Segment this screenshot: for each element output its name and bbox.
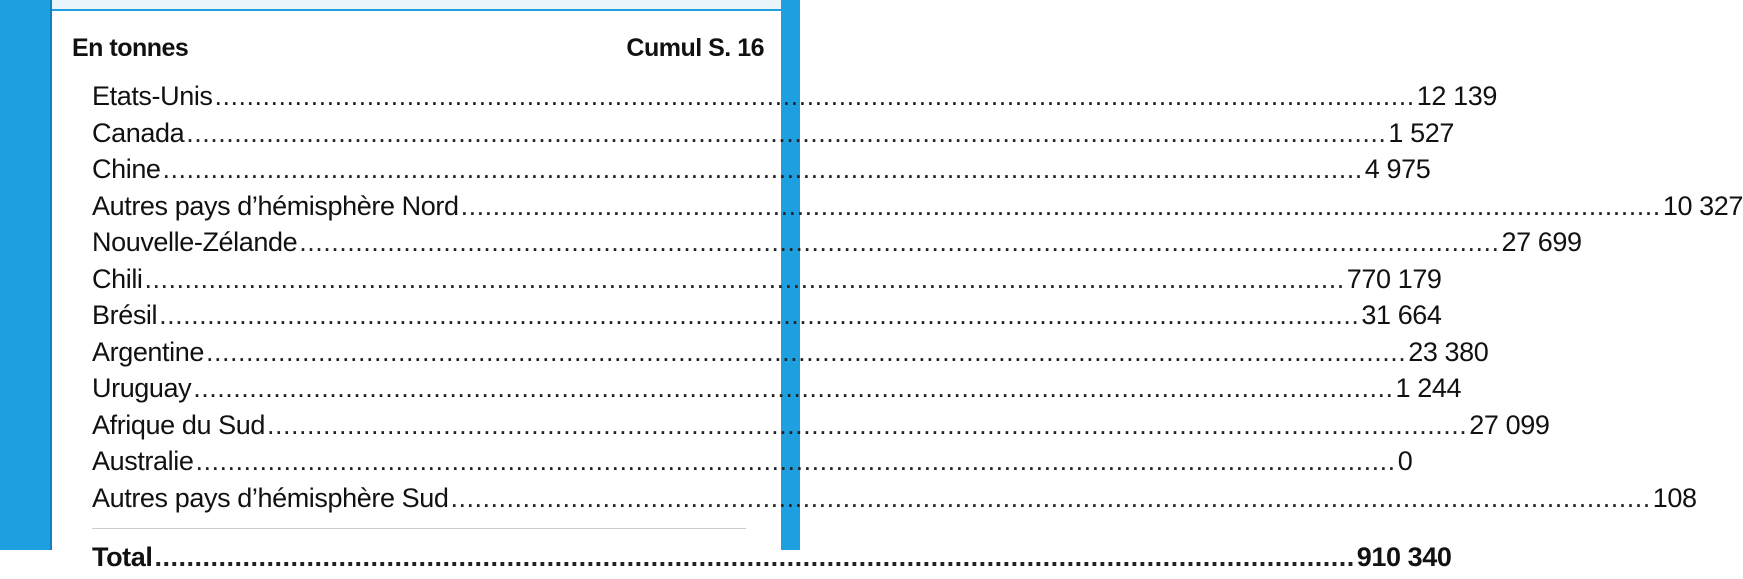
dot-leader <box>299 227 1499 258</box>
dot-leader <box>461 191 1661 222</box>
total-value: 910 340 <box>1356 542 1452 572</box>
column-label: Cumul S. 16 <box>626 34 764 62</box>
left-border-bar <box>0 0 52 550</box>
country-value: 12 139 <box>1416 81 1497 111</box>
dot-leader <box>195 446 1395 477</box>
country-name: Nouvelle-Zélande <box>92 227 298 257</box>
top-border-strip <box>52 0 781 11</box>
country-name: Afrique du Sud <box>92 409 266 440</box>
country-value: 108 <box>1652 482 1697 513</box>
country-name: Canada <box>92 117 185 148</box>
data-table-card <box>58 22 1743 572</box>
dot-leader <box>206 337 1406 368</box>
dot-leader <box>159 300 1359 331</box>
country-name: Autres pays d’hémisphère Sud <box>92 482 449 513</box>
country-name: Uruguay <box>92 373 192 403</box>
country-value: 1 527 <box>1388 117 1454 148</box>
country-value: 23 380 <box>1408 336 1489 367</box>
country-name: Brésil <box>92 300 158 330</box>
total-row <box>92 542 1452 579</box>
country-value: 0 <box>1397 446 1413 476</box>
table-row <box>92 373 1462 410</box>
table-rows <box>92 81 1743 519</box>
table-row <box>92 409 1550 447</box>
unit-label: En tonnes <box>72 34 189 62</box>
country-name: Etats-Unis <box>92 81 213 111</box>
table-row <box>92 482 1697 520</box>
dot-leader <box>145 264 1345 295</box>
table-row <box>92 81 1497 118</box>
table-row <box>92 227 1582 264</box>
dot-leader <box>215 81 1415 112</box>
country-name: Chine <box>92 154 161 184</box>
country-value: 1 244 <box>1395 373 1462 403</box>
country-value: 10 327 <box>1662 190 1743 221</box>
table-row <box>92 263 1442 301</box>
table-row <box>92 300 1442 337</box>
dot-leader <box>163 154 1363 185</box>
table-row <box>92 190 1743 228</box>
dot-leader <box>267 410 1467 441</box>
dot-leader <box>155 542 1355 573</box>
country-value: 770 179 <box>1346 263 1442 294</box>
total-label: Total <box>92 542 153 572</box>
table-row <box>92 446 1413 483</box>
total-divider <box>92 528 746 529</box>
table-header <box>72 34 764 66</box>
country-name: Australie <box>92 446 194 476</box>
dot-leader <box>186 118 1386 149</box>
country-name: Argentine <box>92 336 204 367</box>
country-value: 27 699 <box>1501 227 1582 257</box>
table-row <box>92 117 1454 155</box>
table-row <box>92 154 1431 191</box>
country-value: 31 664 <box>1361 300 1442 330</box>
table-row <box>92 336 1489 374</box>
country-name: Chili <box>92 263 143 294</box>
country-name: Autres pays d’hémisphère Nord <box>92 190 459 221</box>
dot-leader <box>451 483 1651 514</box>
country-value: 4 975 <box>1364 154 1431 184</box>
dot-leader <box>193 373 1393 404</box>
country-value: 27 099 <box>1469 409 1550 440</box>
